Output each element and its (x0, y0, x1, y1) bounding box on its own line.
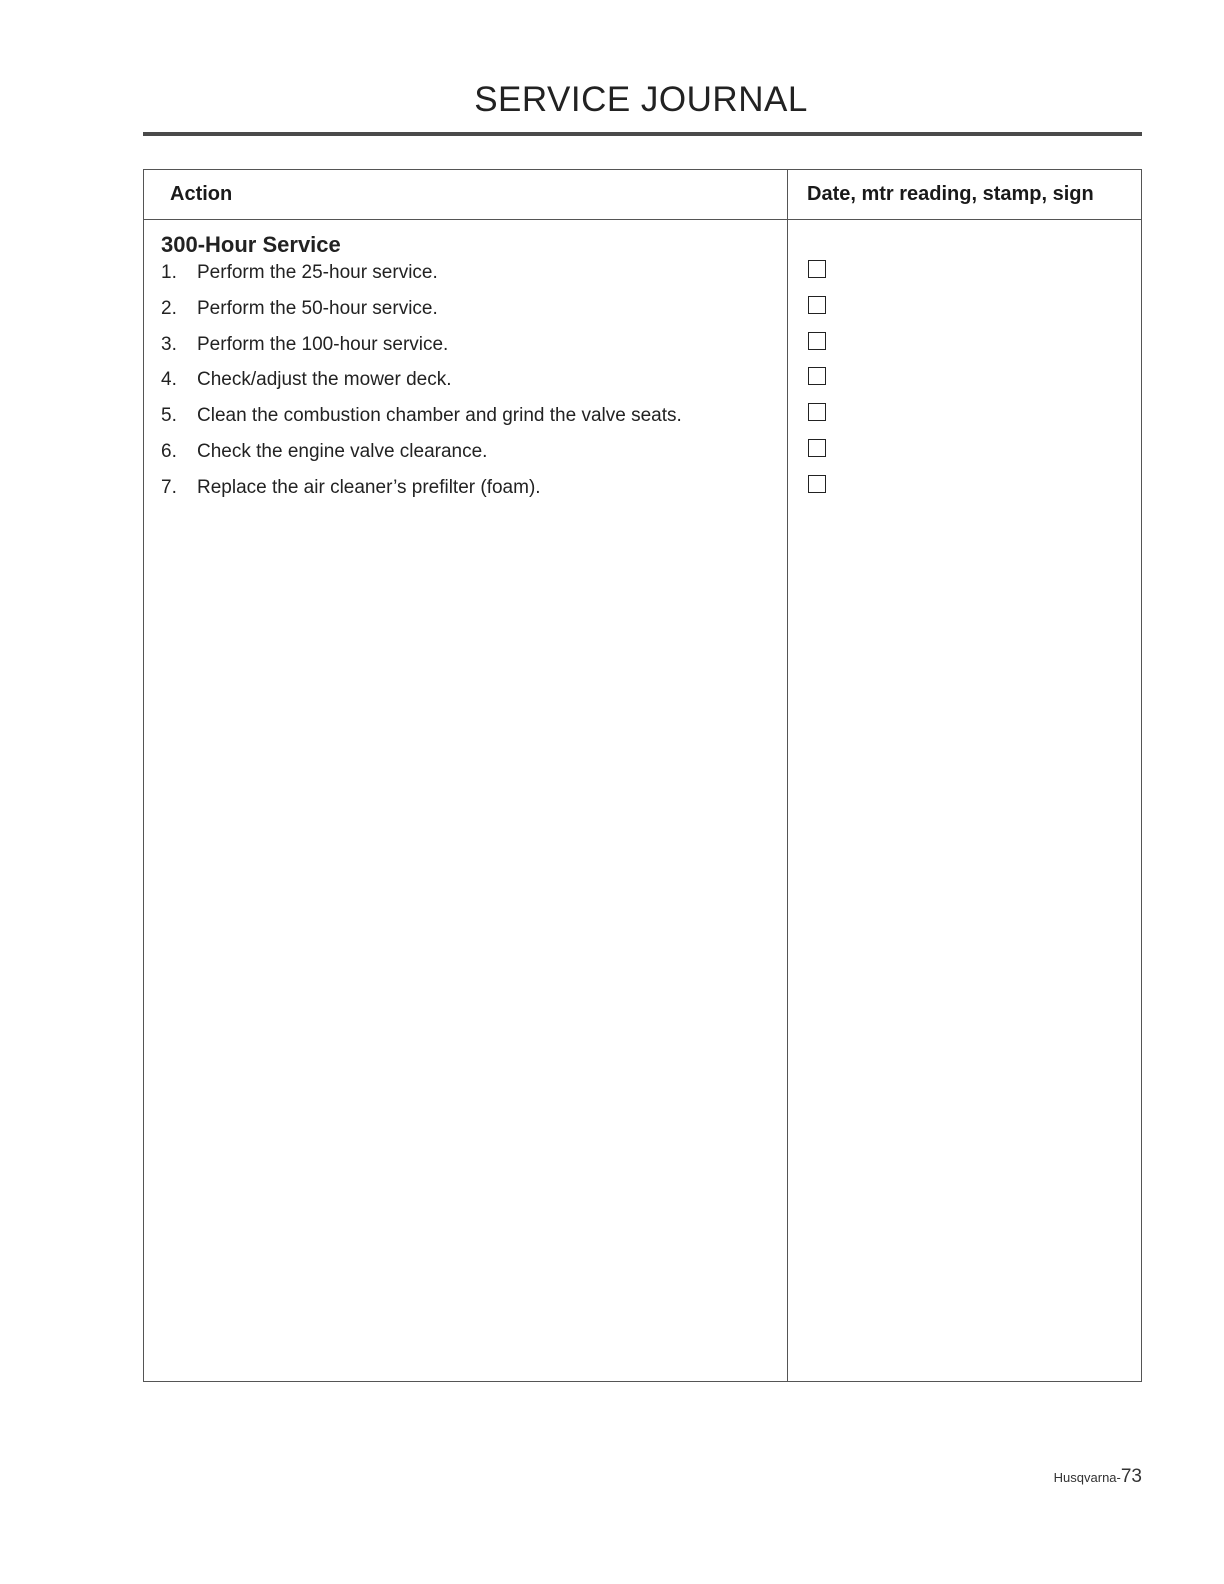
task-number: 5. (161, 405, 177, 427)
task-text: Perform the 100-hour service. (197, 333, 449, 355)
page-title: SERVICE JOURNAL (474, 80, 808, 119)
task-text: Replace the air cleaner’s prefilter (foam). (197, 476, 541, 498)
task-checkbox-7[interactable] (808, 475, 826, 493)
task-item (161, 477, 682, 513)
task-item (161, 262, 682, 298)
service-journal-table (143, 169, 1142, 1382)
task-checkbox-5[interactable] (808, 403, 826, 421)
task-item (161, 369, 682, 405)
task-item (161, 298, 682, 334)
title-rule (143, 132, 1142, 136)
task-text: Perform the 25-hour service. (197, 262, 438, 283)
column-divider (787, 170, 788, 1381)
task-text: Check/adjust the mower deck. (197, 369, 452, 391)
task-number: 2. (161, 297, 177, 319)
task-text: Check the engine valve clearance. (197, 440, 488, 462)
task-list (161, 262, 682, 513)
task-number: 7. (161, 476, 177, 498)
task-checkbox-6[interactable] (808, 439, 826, 457)
page-footer (1054, 1466, 1142, 1488)
task-text: Clean the combustion chamber and grind the valve seats. (197, 405, 682, 427)
task-item (161, 441, 682, 477)
task-item (161, 334, 682, 370)
task-item (161, 405, 682, 441)
section-title: 300-Hour Service (161, 232, 341, 257)
task-checkbox-2[interactable] (808, 296, 826, 314)
task-number: 1. (161, 262, 177, 283)
task-number: 4. (161, 369, 177, 391)
date-column-header: Date, mtr reading, stamp, sign (807, 183, 1094, 205)
footer-brand: Husqvarna- (1053, 1470, 1121, 1485)
task-text: Perform the 50-hour service. (197, 297, 438, 319)
action-column-header: Action (170, 183, 233, 205)
task-number: 6. (161, 440, 177, 462)
task-number: 3. (161, 333, 177, 355)
task-checkbox-3[interactable] (808, 332, 826, 350)
checkbox-column (808, 260, 826, 511)
task-checkbox-1[interactable] (808, 260, 826, 278)
task-checkbox-4[interactable] (808, 367, 826, 385)
header-divider (144, 219, 1141, 220)
page-number: 73 (1120, 1466, 1142, 1487)
